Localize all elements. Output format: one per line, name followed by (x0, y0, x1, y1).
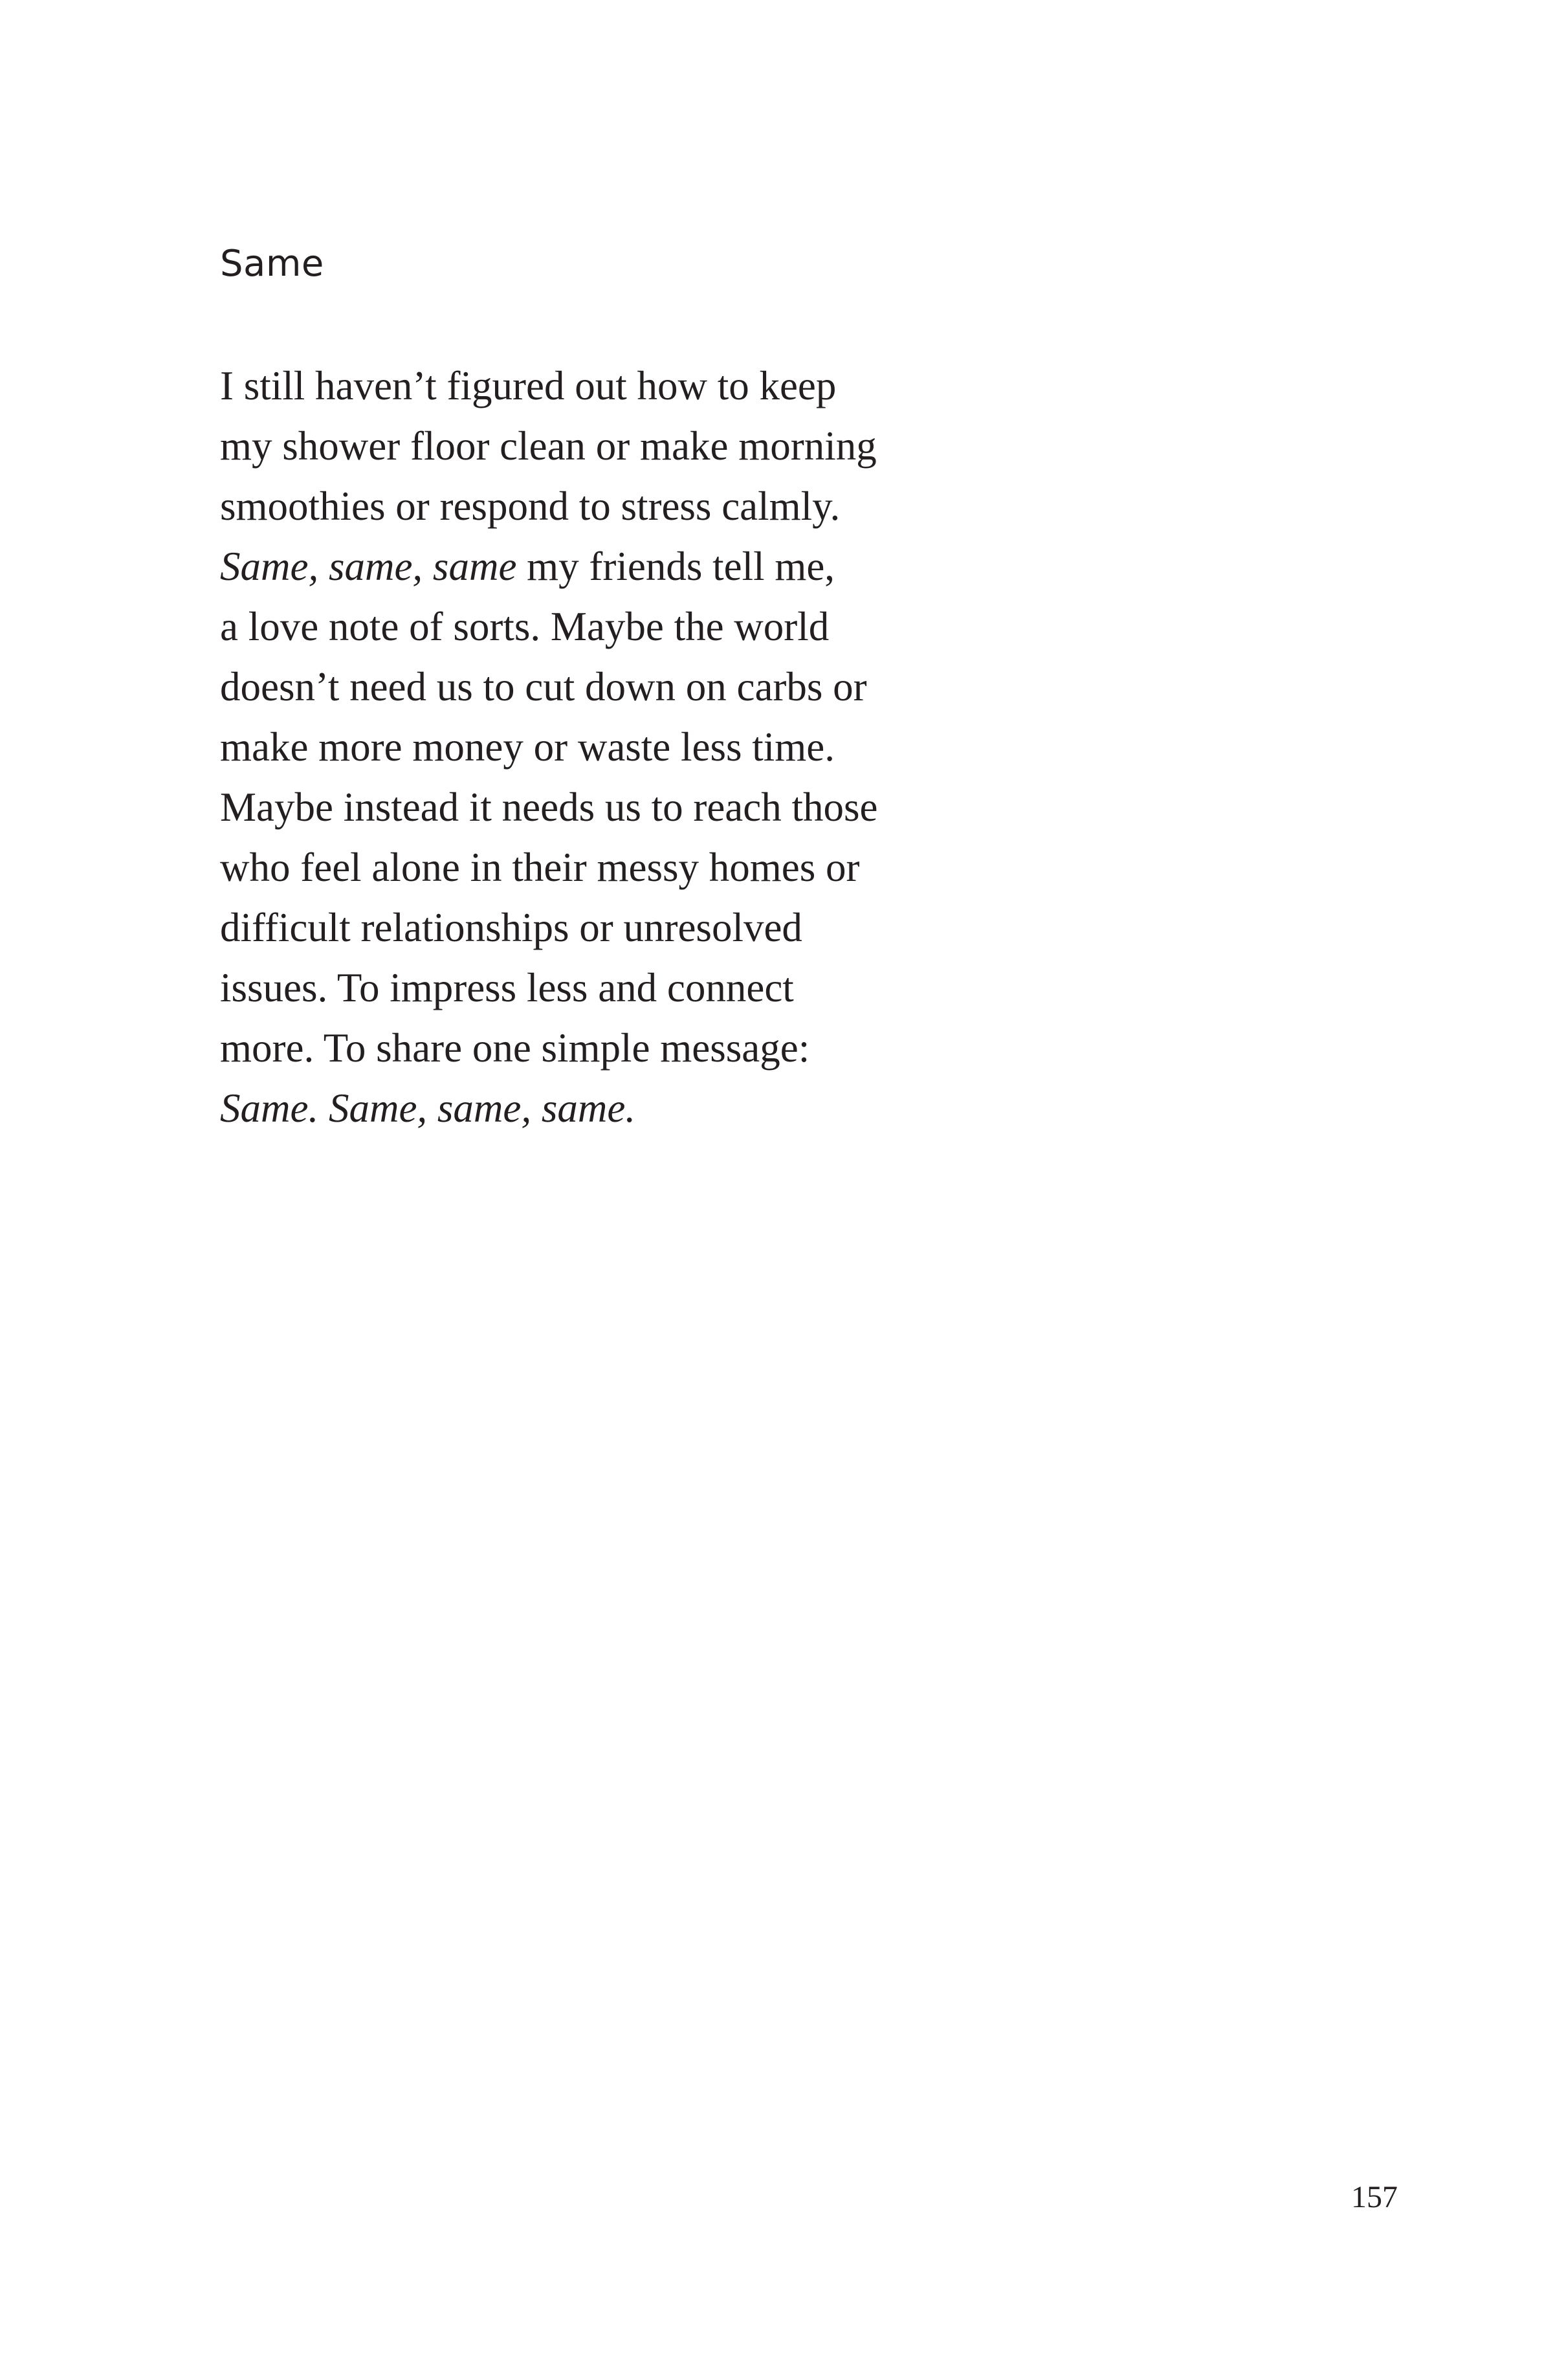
page-number: 157 (1351, 2180, 1398, 2214)
poem-line (220, 1018, 1191, 1078)
poem-line (220, 958, 1191, 1018)
poem-line (220, 657, 1191, 717)
poem-line-text: Maybe instead it needs us to reach those (220, 784, 878, 830)
poem-line (220, 476, 1191, 537)
poem-line (220, 777, 1191, 838)
poem-line (220, 898, 1191, 958)
poem-line-text: make more money or waste less time. (220, 724, 835, 770)
poem-line (220, 1078, 1191, 1139)
poem-line-text: difficult relationships or unresolved (220, 905, 802, 950)
poem-line-text: issues. To impress less and connect (220, 965, 794, 1010)
poem-line-italic-text: Same, same, same (220, 544, 517, 589)
poem-line (220, 416, 1191, 476)
poem-line (220, 356, 1191, 416)
poem-line-text: a love note of sorts. Maybe the world (220, 604, 830, 649)
poem-line (220, 838, 1191, 898)
poem-line-text: who feel alone in their messy homes or (220, 845, 860, 890)
poem-line (220, 537, 1191, 597)
poem-title: Same (220, 243, 324, 285)
poem-line-text: more. To share one simple message: (220, 1025, 810, 1071)
poem-line (220, 597, 1191, 657)
poem-line-text: smoothies or respond to stress calmly. (220, 484, 841, 529)
poem-line-italic-text: Same. Same, same, same. (220, 1085, 636, 1131)
poem-line-text: doesn’t need us to cut down on carbs or (220, 664, 867, 709)
poem-line-text: my friends tell me, (516, 544, 835, 589)
poem-line-text: I still haven’t figured out how to keep (220, 363, 837, 408)
poem-line (220, 717, 1191, 777)
poem-line-text: my shower floor clean or make morning (220, 423, 877, 469)
poem-body (220, 356, 1191, 1139)
